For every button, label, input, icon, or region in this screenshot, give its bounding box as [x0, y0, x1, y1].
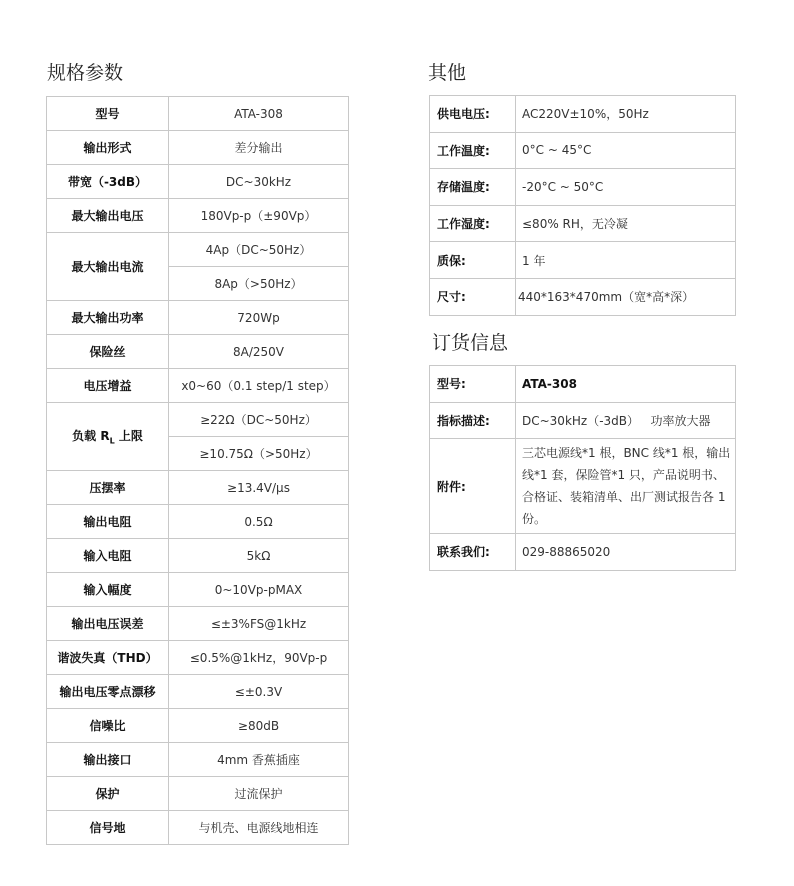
- spec-value: ≥13.4V/μs: [169, 471, 349, 505]
- spec-key: 信噪比: [47, 709, 169, 743]
- spec-key: 输出形式: [47, 131, 169, 165]
- spec-value: 与机壳、电源线地相连: [169, 811, 349, 845]
- spec-value: ≥10.75Ω（>50Hz）: [169, 437, 349, 471]
- other-key: 质保:: [430, 242, 516, 279]
- other-value: AC220V±10%，50Hz: [516, 96, 736, 133]
- table-row: [47, 505, 349, 539]
- spec-key: 输入电阻: [47, 539, 169, 573]
- order-value: 三芯电源线*1 根，BNC 线*1 根，输出线*1 套，保险管*1 只，产品说明书、合格证、装箱清单、出厂测试报告各 1 份。: [516, 439, 736, 534]
- table-row: [47, 403, 349, 437]
- spec-key: 输出电阻: [47, 505, 169, 539]
- spec-key: [47, 403, 169, 471]
- spec-key: 输出接口: [47, 743, 169, 777]
- table-row: [47, 97, 349, 131]
- other-key: 工作湿度:: [430, 205, 516, 242]
- specs-title: 规格参数: [47, 62, 124, 84]
- table-row: [47, 369, 349, 403]
- spec-table: [46, 96, 349, 845]
- table-row: [47, 709, 349, 743]
- spec-key: 输入幅度: [47, 573, 169, 607]
- table-row: [47, 607, 349, 641]
- spec-value: ATA-308: [169, 97, 349, 131]
- spec-value: ≥80dB: [169, 709, 349, 743]
- other-value: 0°C ~ 45°C: [516, 132, 736, 169]
- table-row: [47, 165, 349, 199]
- spec-value: DC~30kHz: [169, 165, 349, 199]
- order-value: DC~30kHz（-3dB） 功率放大器: [516, 402, 736, 439]
- table-row: [47, 131, 349, 165]
- spec-value: 5kΩ: [169, 539, 349, 573]
- spec-value: 0.5Ω: [169, 505, 349, 539]
- other-value: ≤80% RH，无冷凝: [516, 205, 736, 242]
- spec-value: 差分输出: [169, 131, 349, 165]
- order-key: 联系我们:: [430, 534, 516, 571]
- spec-value: ≤±3%FS@1kHz: [169, 607, 349, 641]
- spec-key: 保险丝: [47, 335, 169, 369]
- table-row: [47, 471, 349, 505]
- spec-key: 保护: [47, 777, 169, 811]
- order-table: [429, 365, 736, 571]
- order-key: 型号:: [430, 366, 516, 403]
- order-title: 订货信息: [432, 332, 509, 354]
- spec-key: 谐波失真（THD）: [47, 641, 169, 675]
- table-row: [430, 439, 736, 534]
- table-row: [47, 641, 349, 675]
- spec-value: ≥22Ω（DC~50Hz）: [169, 403, 349, 437]
- order-value: 029-88865020: [516, 534, 736, 571]
- spec-key-text: 上限: [114, 429, 143, 444]
- spec-key: 信号地: [47, 811, 169, 845]
- other-table: [429, 95, 736, 316]
- spec-key: 电压增益: [47, 369, 169, 403]
- table-row: [430, 169, 736, 206]
- spec-key: 输出电压零点漂移: [47, 675, 169, 709]
- spec-key: 输出电压误差: [47, 607, 169, 641]
- table-row: [47, 573, 349, 607]
- table-row: [430, 534, 736, 571]
- spec-key-text: 负载 R: [72, 429, 110, 444]
- table-row: [47, 301, 349, 335]
- spec-value: x0~60（0.1 step/1 step）: [169, 369, 349, 403]
- order-key: 附件:: [430, 439, 516, 534]
- spec-value: 4mm 香蕉插座: [169, 743, 349, 777]
- table-row: [430, 132, 736, 169]
- other-key: 尺寸:: [430, 278, 516, 315]
- table-row: [47, 233, 349, 267]
- table-row: [430, 205, 736, 242]
- spec-value: 4Ap（DC~50Hz）: [169, 233, 349, 267]
- table-row: [47, 539, 349, 573]
- order-key: 指标描述:: [430, 402, 516, 439]
- table-row: [430, 96, 736, 133]
- other-value: 440*163*470mm（宽*高*深）: [516, 278, 736, 315]
- table-row: [47, 811, 349, 845]
- spec-value: 180Vp-p（±90Vp）: [169, 199, 349, 233]
- table-row: [47, 335, 349, 369]
- order-value: ATA-308: [516, 366, 736, 403]
- table-row: [47, 777, 349, 811]
- spec-key: 最大输出功率: [47, 301, 169, 335]
- spec-key: 压摆率: [47, 471, 169, 505]
- spec-key-subscript: L: [109, 436, 115, 446]
- spec-key: 最大输出电压: [47, 199, 169, 233]
- spec-value: 720Wp: [169, 301, 349, 335]
- table-row: [430, 366, 736, 403]
- table-row: [430, 278, 736, 315]
- spec-value: 8A/250V: [169, 335, 349, 369]
- spec-value: ≤0.5%@1kHz，90Vp-p: [169, 641, 349, 675]
- other-key: 工作温度:: [430, 132, 516, 169]
- other-key: 存储温度:: [430, 169, 516, 206]
- other-value: -20°C ~ 50°C: [516, 169, 736, 206]
- other-value: 1 年: [516, 242, 736, 279]
- table-row: [47, 199, 349, 233]
- table-row: [47, 743, 349, 777]
- spec-value: 过流保护: [169, 777, 349, 811]
- other-title: 其他: [428, 62, 467, 84]
- spec-value: 0~10Vp-pMAX: [169, 573, 349, 607]
- spec-key: 最大输出电流: [47, 233, 169, 301]
- spec-value: 8Ap（>50Hz）: [169, 267, 349, 301]
- table-row: [430, 242, 736, 279]
- table-row: [47, 675, 349, 709]
- table-row: [430, 402, 736, 439]
- other-key: 供电电压:: [430, 96, 516, 133]
- spec-value: ≤±0.3V: [169, 675, 349, 709]
- spec-key: 带宽（-3dB）: [47, 165, 169, 199]
- spec-key: 型号: [47, 97, 169, 131]
